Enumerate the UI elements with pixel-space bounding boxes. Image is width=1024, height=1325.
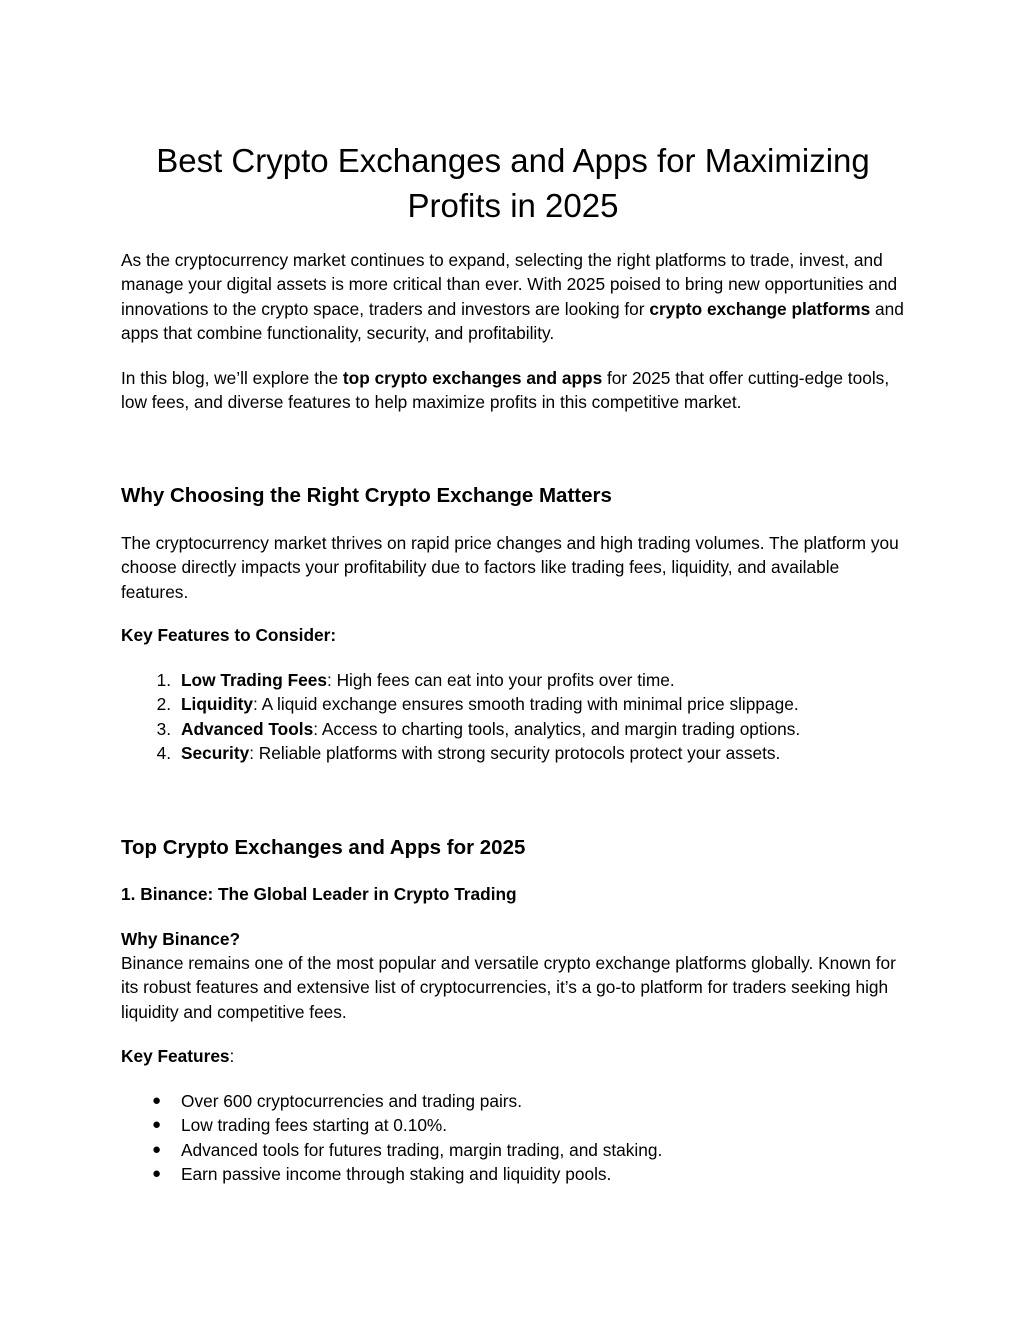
binance-key-features-label: [121, 1044, 905, 1068]
why-binance-label: Why Binance?: [121, 929, 241, 949]
key-features-label-bold: Key Features: [121, 1046, 230, 1066]
intro-p2-bold: top crypto exchanges and apps: [342, 368, 603, 388]
bullet-text: Low trading fees starting at 0.10%.: [181, 1115, 448, 1136]
bullet-text: Earn passive income through staking and liquidity pools.: [181, 1163, 612, 1184]
bullet-icon: ●: [152, 1092, 162, 1109]
section1-paragraph: The cryptocurrency market thrives on rapid price changes and high trading volumes. The platform you choose directly impacts your profitability due to factors like trading fees, liquidity, and available features.: [121, 533, 899, 602]
intro-paragraph-2: [121, 366, 905, 415]
list-item: [121, 692, 905, 716]
bullet-text: Advanced tools for futures trading, margin trading, and staking.: [181, 1139, 663, 1160]
list-item: [121, 1162, 905, 1186]
bullet-icon: ●: [152, 1164, 162, 1182]
intro-paragraph-1: [121, 248, 905, 345]
list-number: 2.: [156, 694, 171, 715]
feature-desc: : Reliable platforms with strong security protocols protect your assets.: [249, 742, 781, 763]
list-item: [121, 668, 905, 692]
why-binance-paragraph: Binance remains one of the most popular and versatile crypto exchange platforms globally. Known for its robust features and extensive list of cryptocurrencies, it’s a go-to platform for traders seeking high liquidity and competitive fees.: [121, 953, 896, 1022]
intro-p1-bold: crypto exchange platforms: [649, 298, 871, 319]
list-item: [121, 741, 905, 765]
page-title: Best Crypto Exchanges and Apps for Maximizing Profits in 2025: [156, 142, 870, 224]
section-heading-why-choosing: Why Choosing the Right Crypto Exchange Matters: [121, 484, 612, 507]
list-item: [121, 1138, 905, 1162]
key-features-list: [121, 668, 905, 765]
feature-term: Low Trading Fees: [181, 670, 327, 690]
list-item: [121, 1113, 905, 1137]
feature-desc: : Access to charting tools, analytics, and margin trading options.: [313, 718, 801, 739]
bullet-icon: ●: [152, 1116, 162, 1134]
key-features-to-consider-heading: Key Features to Consider:: [121, 625, 337, 645]
feature-term: Security: [181, 742, 250, 763]
intro-p2-text-a: In this blog, we’ll explore the: [121, 368, 343, 388]
feature-term: Advanced Tools: [181, 718, 314, 739]
feature-term: Liquidity: [181, 694, 253, 715]
bullet-text: Over 600 cryptocurrencies and trading pairs.: [181, 1091, 522, 1111]
intro-p1-text-b: and apps that combine functionality, security, and profitability.: [121, 298, 904, 343]
feature-desc: : A liquid exchange ensures smooth trading with minimal price slippage.: [253, 694, 799, 715]
list-item: [121, 1089, 905, 1113]
list-number: 3.: [156, 718, 171, 739]
feature-desc: : High fees can eat into your profits over time.: [326, 670, 675, 690]
intro-p1-text-a: As the cryptocurrency market continues to expand, selecting the right platforms to trade, invest, and manage your digital assets is more critical than ever. With 2025 poised to bring new opportunities and innovations to the crypto space, traders and investors are looking for: [121, 250, 898, 319]
list-number: 1.: [156, 670, 171, 690]
key-features-label-colon: :: [229, 1046, 235, 1066]
binance-features-list: [121, 1089, 905, 1186]
bullet-icon: ●: [152, 1140, 162, 1158]
section-heading-top-exchanges: Top Crypto Exchanges and Apps for 2025: [121, 836, 526, 859]
binance-subheading: 1. Binance: The Global Leader in Crypto Trading: [121, 884, 517, 904]
intro-p2-text-b: for 2025 that offer cutting-edge tools, low fees, and diverse features to help maximize profits in this competitive market.: [121, 368, 890, 413]
list-item: [121, 717, 905, 741]
list-number: 4.: [156, 742, 171, 763]
